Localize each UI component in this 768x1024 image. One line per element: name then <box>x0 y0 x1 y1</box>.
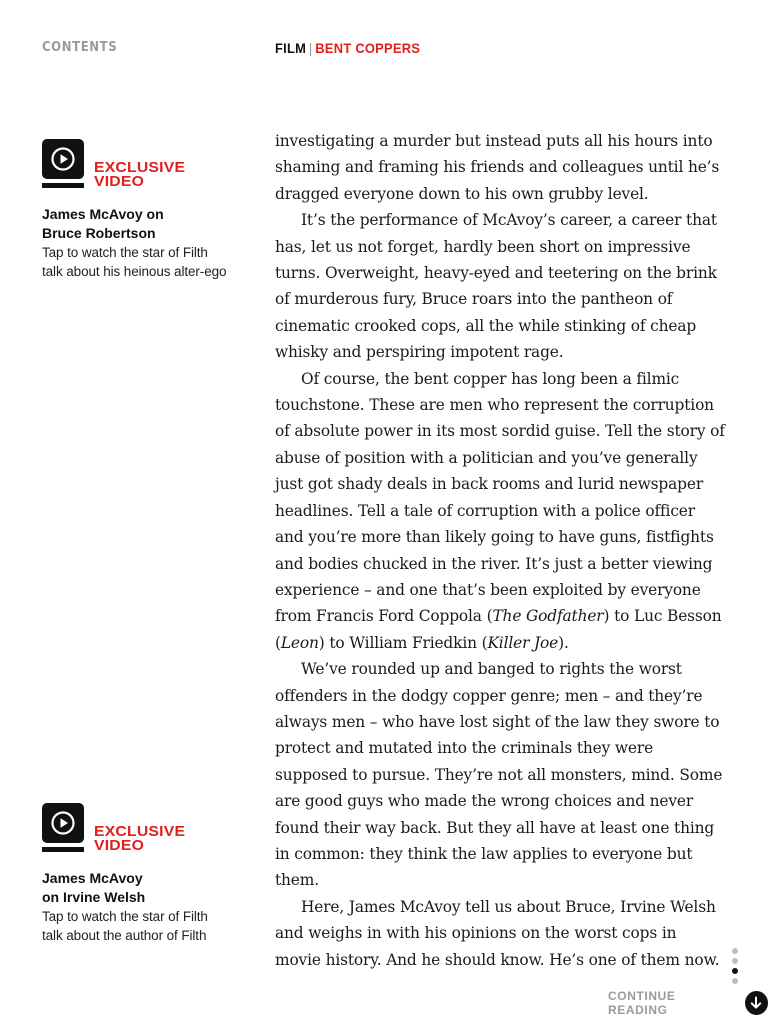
article-paragraph: We’ve rounded up and banged to rights the worst offenders in the dodgy copper genre; men – and they’re always men – who have lost sight of the law they swore to protect and mutated into the criminals they were supposed to pursue. They’re not all monsters, mind. Some are good guys who made the wrong choices and never found their way back. But they all have at least one thing in common: they think the law applies to everyone but them. <box>275 660 723 890</box>
section-separator: | <box>308 40 313 56</box>
article-paragraph: investigating a murder but instead puts all his hours into shaming and framing his friends and colleagues until he’s dragged everyone down to his own grubby level. <box>275 132 720 203</box>
continue-reading-label[interactable]: CONTINUE READING <box>608 989 676 1017</box>
article-title: BENT COPPERS <box>315 40 421 56</box>
video-title[interactable]: James McAvoy on Irvine Welsh <box>42 870 146 905</box>
page-dot <box>732 958 738 964</box>
section-label: FILM <box>275 40 307 56</box>
video-play-icon[interactable] <box>42 139 86 189</box>
video-description: Tap to watch the star of Filth talk about the author of Filth <box>42 909 208 943</box>
page-dot <box>732 978 738 984</box>
arrow-down-icon[interactable] <box>745 991 768 1015</box>
film-title: Killer Joe <box>487 633 559 652</box>
video-title[interactable]: James McAvoy on Bruce Robertson <box>42 206 164 241</box>
video-card-bruce-robertson[interactable] <box>42 139 247 281</box>
page-dot <box>732 948 738 954</box>
article-paragraph: Here, James McAvoy tell us about Bruce, Irvine Welsh and weighs in with his opinions on the worst cops in movie history. And he should know. He’s one of them now. <box>275 897 720 969</box>
page-dot-active <box>732 968 738 974</box>
contents-link[interactable]: CONTENTS <box>42 40 118 55</box>
article-paragraph: It’s the performance of McAvoy’s career, a career that has, let us not forget, hardly been short on impressive turns. Overweight, heavy-eyed and teetering on the brink of murderous fury, Bruce roars into the pantheon of cinematic crooked cops, all the while stinking of cheap whisky and perspiring impotent rage. <box>275 211 717 362</box>
page-indicator <box>730 948 740 988</box>
video-play-icon[interactable] <box>42 803 86 853</box>
section-header <box>275 40 420 56</box>
video-description: Tap to watch the star of Filth talk about his heinous alter-ego <box>42 245 227 279</box>
exclusive-video-badge: EXCLUSIVE VIDEO <box>94 823 186 854</box>
article-paragraph: Of course, the bent copper has long been a filmic touchstone. These are men who represent the corruption of absolute power in its most sordid guise. Tell the story of abuse of position with a politician and you’ve generally just got shady deals in back rooms and lurid newspaper headlines. Tell a tale of corruption with a police officer and you’re more than likely going to have guns, fistfights and bodies chucked in the river. It’s just a better viewing experience – and one that’s been exploited by everyone from Francis Ford Coppola (The Godfather) to Luc Besson (Leon) to William Friedkin (Killer Joe). <box>275 369 725 652</box>
article-body <box>275 128 725 973</box>
film-title: The Godfather <box>492 607 604 626</box>
video-card-irvine-welsh[interactable] <box>42 803 247 945</box>
continue-reading-button[interactable] <box>608 990 768 1016</box>
exclusive-video-badge: EXCLUSIVE VIDEO <box>94 159 186 190</box>
film-title: Leon <box>280 633 319 652</box>
